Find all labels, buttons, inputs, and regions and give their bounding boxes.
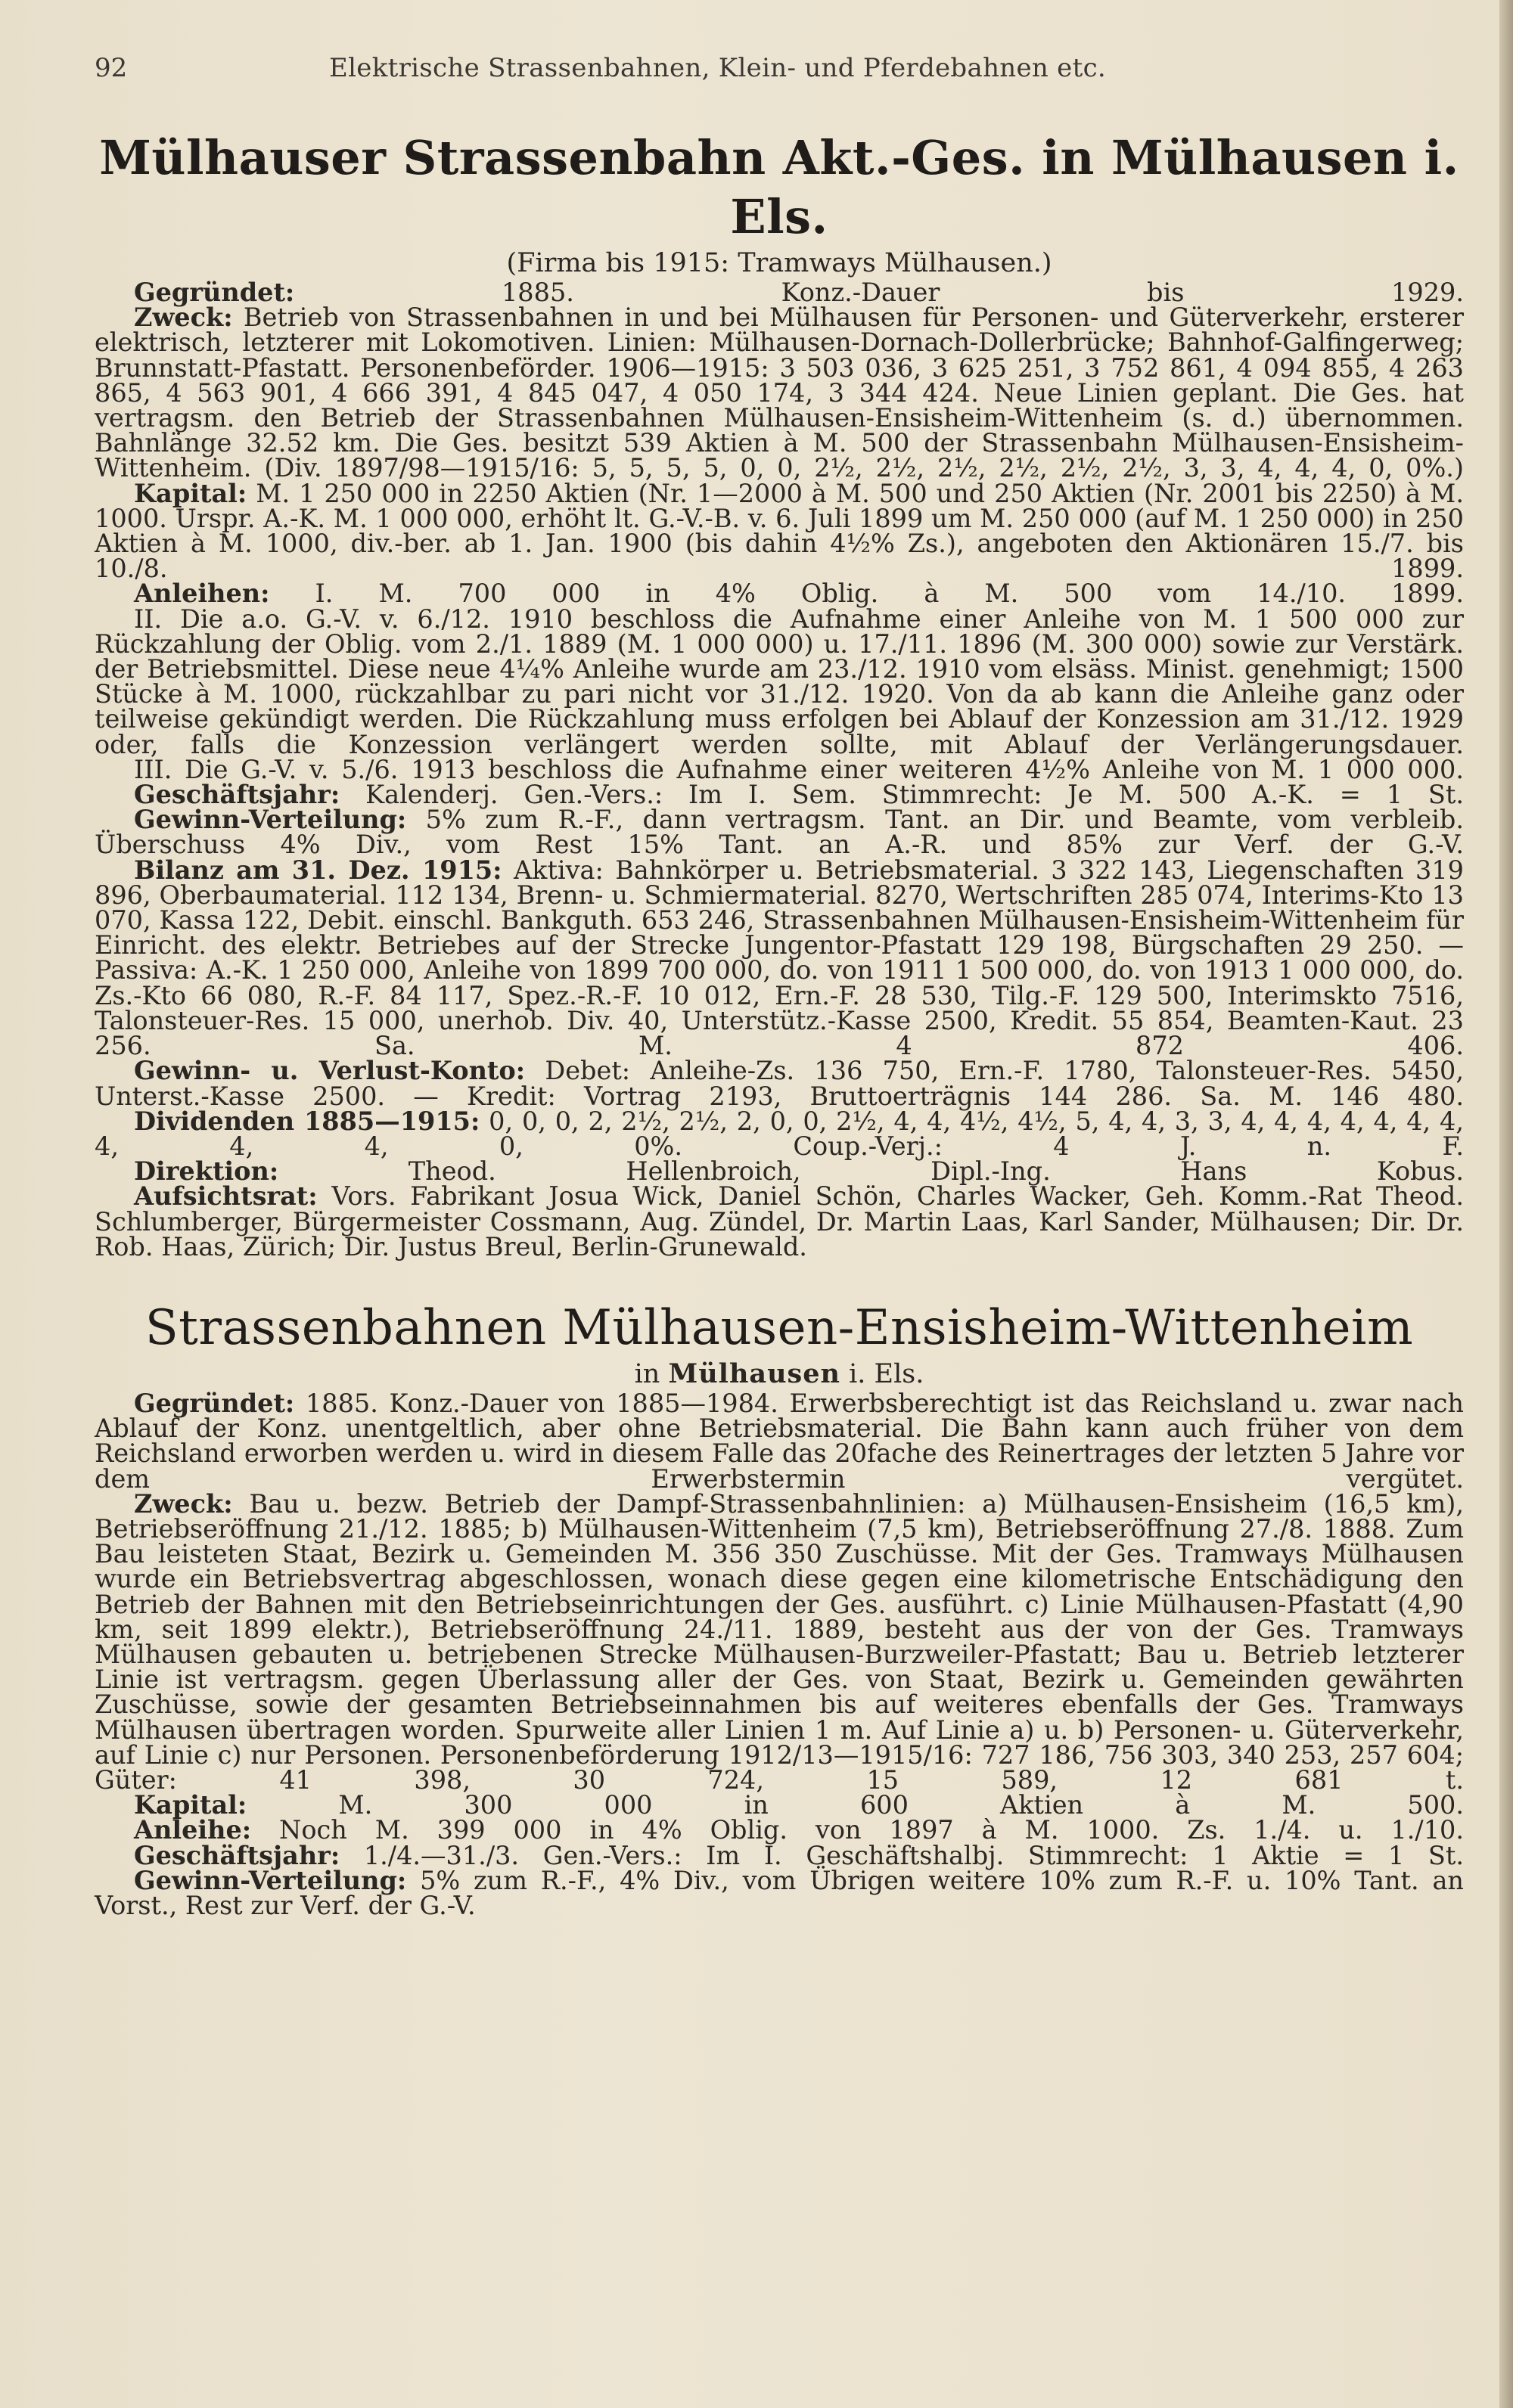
entry-label: Gewinn-Verteilung:	[134, 805, 407, 835]
entry-text: Aktiva: Bahnkörper u. Betriebsmaterial. 3 322 143, Liegenschaften 319 896, Oberbaumaterial. 112 134, Brenn- u. Schmiermaterial. 8270, Wertschriften 285 074, Interims-Kto 13 070, Kassa 122, Debit. einschl. Bankguth. 653 246, Strassenbahnen Mülhausen-Ensisheim-Wittenheim für Einricht. des elektr. Betriebes auf der Strecke Jungentor-Pfastatt 129 198, Bürgschaften 29 250. — Passiva: A.-K. 1 250 000, Anleihe von 1899 700 000, do. von 1911 1 500 000, do. von 1913 1 000 000, do. Zs.-Kto 66 080, R.-F. 84 117, Spez.-R.-F. 10 012, Ern.-F. 28 530, Tilg.-F. 129 500, Interimskto 7516, Talonsteuer-Res. 15 000, unerhob. Div. 40, Unterstütz.-Kasse 2500, Kredit. 55 854, Beamten-Kaut. 23 256. Sa. M. 4 872 406.	[95, 855, 1465, 1061]
entry-dividenden	[95, 1106, 1464, 1161]
entry-text: Vors. Fabrikant Josua Wick, Daniel Schön, Charles Wacker, Geh. Komm.-Rat Theod. Schlumberger, Bürgermeister Cossmann, Aug. Zündel, Dr. Martin Laas, Karl Sander, Mülhausen; Dir. Dr. Rob. Haas, Zürich; Dir. Justus Breul, Berlin-Grunewald.	[95, 1181, 1464, 1261]
entry-text: 0, 0, 0, 2, 2½, 2½, 2, 0, 0, 2½, 4, 4, 4½, 4½, 5, 4, 4, 3, 3, 4, 4, 4, 4, 4, 4, 4, 4, 4, 4, 0, 0%. Coup.-Verj.: 4 J. n. F.	[95, 1106, 1464, 1161]
entry-text: 5% zum R.-F., 4% Div., vom Übrigen weitere 10% zum R.-F. u. 10% Tant. an Vorst., Rest zur Verf. der G.-V.	[95, 1865, 1464, 1920]
entry-gewinn-verteilung	[95, 1865, 1464, 1920]
entry-label: Aufsichtsrat:	[134, 1181, 318, 1212]
entry-text: 1885. Konz.-Dauer von 1885—1984. Erwerbsberechtigt ist das Reichsland u. zwar nach Ablauf der Konz. unentgeltlich, aber ohne Betriebsmaterial. Die Bahn kann auch früher von dem Reichsland erworben werden u. wird in diesem Falle das 20fache des Reinertrages der letzten 5 Jahre vor dem Erwerbstermin vergütet.	[95, 1388, 1464, 1494]
running-head	[95, 53, 1464, 98]
section1-title: Mülhauser Strassenbahn Akt.-Ges. in Mülhausen i. Els.	[99, 130, 1459, 244]
entry-text: Bau u. bezw. Betrieb der Dampf-Strassenbahnlinien: a) Mülhausen-Ensisheim (16,5 km), Betriebseröffnung 21./12. 1885; b) Mülhausen-Wittenheim (7,5 km), Betriebseröffnung 27./8. 1888. Zum Bau leisteten Staat, Bezirk u. Gemeinden M. 356 350 Zuschüsse. Mit der Ges. Tramways Mülhausen wurde ein Betriebsvertrag abgeschlossen, wonach diese gegen eine kilometrische Entschädigung den Betrieb der Bahnen mit den Betriebseinrichtungen der Ges. ausführt. c) Linie Mülhausen-Pfastatt (4,90 km, seit 1899 elektr.), Betriebseröffnung 24./11. 1889, besteht aus der von der Ges. Tramways Mülhausen gebauten u. betriebenen Strecke Mülhausen-Burzweiler-Pfastatt; Bau u. Betrieb letzterer Linie ist vertragsm. gegen Überlassung aller der Ges. von Staat, Bezirk u. Gemeinden gewährten Zuschüsse, sowie der gesamten Betriebseinnahmen bis auf weiteres ebenfalls der Ges. Tramways Mülhausen übertragen worden. Spurweite aller Linien 1 m. Auf Linie a) u. b) Personen- u. Güterverkehr, auf Linie c) nur Personen. Personenbeförderung 1912/13—1915/16: 727 186, 756 303, 340 253, 257 604; Güter: 41 398, 30 724, 15 589, 12 681 t.	[95, 1488, 1464, 1795]
entry-zweck	[95, 303, 1464, 483]
entry-gewinn-verlust	[95, 1056, 1464, 1111]
entry-anleihe	[95, 1815, 1464, 1845]
section2-title: Strassenbahnen Mülhausen-Ensisheim-Wittenheim	[144, 1299, 1414, 1356]
entry-label: Zweck:	[134, 303, 233, 333]
entry-label: Dividenden 1885—1915:	[134, 1106, 480, 1136]
entry-anleihe-iii	[95, 754, 1464, 784]
entry-aufsichtsrat	[95, 1181, 1464, 1261]
entry-direktion	[95, 1156, 1464, 1187]
entry-text: III. Die G.-V. v. 5./6. 1913 beschloss die Aufnahme einer weiteren 4½% Anleihe von M. 1 000 000.	[134, 754, 1464, 784]
entry-label: Gegründet:	[134, 278, 295, 307]
page-content	[95, 53, 1464, 1918]
entry-label: Gegründet:	[134, 1388, 295, 1418]
subtitle-city: Mülhausen	[668, 1358, 840, 1389]
entry-kapital	[95, 1790, 1464, 1820]
entry-text: 1885. Konz.-Dauer bis 1929.	[294, 278, 1464, 307]
entry-label: Bilanz am 31. Dez. 1915:	[134, 855, 502, 885]
entry-zweck	[95, 1488, 1464, 1795]
page-edge	[1499, 0, 1513, 2408]
entry-bilanz	[95, 855, 1465, 1061]
section2-body	[95, 1388, 1464, 1920]
entry-label: Kapital:	[134, 1790, 247, 1820]
entry-label: Geschäftsjahr:	[134, 780, 340, 810]
entry-text: Debet: Anleihe-Zs. 136 750, Ern.-F. 1780, Talonsteuer-Res. 5450, Unterst.-Kasse 2500. — Kredit: Vortrag 2193, Bruttoerträgnis 144 286. Sa. M. 146 480.	[95, 1056, 1464, 1111]
entry-label: Kapital:	[134, 478, 247, 508]
entry-kapital	[95, 478, 1464, 584]
entry-text: 5% zum R.-F., dann vertragsm. Tant. an Dir. und Beamte, vom verbleib. Überschuss 4% Div., vom Rest 15% Tant. an A.-R. und 85% zur Verf. der G.-V.	[95, 805, 1464, 860]
section1-subtitle: (Firma bis 1915: Tramways Mülhausen.)	[506, 248, 1052, 278]
section2-subtitle	[95, 1358, 1464, 1391]
entry-label: Gewinn- u. Verlust-Konto:	[134, 1056, 526, 1086]
entry-text: Kalenderj. Gen.-Vers.: Im I. Sem. Stimmrecht: Je M. 500 A.-K. = 1 St.	[340, 780, 1464, 810]
entry-label: Gewinn-Verteilung:	[134, 1865, 407, 1895]
entry-label: Anleihe:	[134, 1815, 252, 1845]
subtitle-suffix: i. Els.	[840, 1358, 924, 1389]
entry-gegruendet	[95, 1388, 1464, 1494]
entry-text: M. 300 000 in 600 Aktien à M. 500.	[247, 1790, 1464, 1820]
entry-geschaeftsjahr	[95, 780, 1464, 810]
running-title: Elektrische Strassenbahnen, Klein- und Pferdebahnen etc.	[329, 53, 1107, 83]
entry-text: II. Die a.o. G.-V. v. 6./12. 1910 beschloss die Aufnahme einer Anleihe von M. 1 500 000 zur Rückzahlung der Oblig. vom 2./1. 1889 (M. 1 000 000) u. 17./11. 1896 (M. 300 000) sowie zur Verstärk. der Betriebsmittel. Diese neue 4¼% Anleihe wurde am 23./12. 1910 vom elsäss. Minist. genehmigt; 1500 Stücke à M. 1000, rückzahlbar zu pari nicht vor 31./12. 1920. Von da ab kann die Anleihe ganz oder teilweise gekündigt werden. Die Rückzahlung muss erfolgen bei Ablauf der Konzession am 31./12. 1929 oder, falls die Konzession verlängert werden sollte, mit Ablauf der Verlängerungsdauer.	[95, 604, 1464, 759]
page-number: 92	[95, 53, 128, 83]
entry-text: 1./4.—31./3. Gen.-Vers.: Im I. Geschäftshalbj. Stimmrecht: 1 Aktie = 1 St.	[340, 1840, 1464, 1870]
entry-label: Anleihen:	[134, 579, 270, 609]
entry-text: Theod. Hellenbroich, Dipl.-Ing. Hans Kobus.	[278, 1156, 1464, 1187]
entry-text: Noch M. 399 000 in 4% Oblig. von 1897 à M. 1000. Zs. 1./4. u. 1./10.	[251, 1815, 1464, 1845]
entry-label: Zweck:	[134, 1488, 233, 1519]
entry-text: M. 1 250 000 in 2250 Aktien (Nr. 1—2000 à M. 500 und 250 Aktien (Nr. 2001 bis 2250) à M. 1000. Urspr. A.-K. M. 1 000 000, erhöht lt. G.-V.-B. v. 6. Juli 1899 um M. 250 000 (auf M. 1 250 000) in 250 Aktien à M. 1000, div.-ber. ab 1. Jan. 1900 (bis dahin 4½% Zs.), angeboten den Aktionären 15./7. bis 10./8. 1899.	[95, 478, 1464, 584]
entry-anleihe-ii	[95, 604, 1464, 759]
entry-gegruendet	[95, 280, 1464, 305]
entry-text: Betrieb von Strassenbahnen in und bei Mülhausen für Personen- und Güterverkehr, ersterer elektrisch, letzterer mit Lokomotiven. Linien: Mülhausen-Dornach-Dollerbrücke; Bahnhof-Galfingerweg; Brunnstatt-Pfastatt. Personenbeförder. 1906—1915: 3 503 036, 3 625 251, 3 752 861, 4 094 855, 4 263 865, 4 563 901, 4 666 391, 4 845 047, 4 050 174, 3 344 424. Neue Linien geplant. Die Ges. hat vertragsm. den Betrieb der Strassenbahnen Mülhausen-Ensisheim-Wittenheim (s. d.) übernommen. Bahnlänge 32.52 km. Die Ges. besitzt 539 Aktien à M. 500 der Strassenbahn Mülhausen-Ensisheim-Wittenheim. (Div. 1897/98—1915/16: 5, 5, 5, 5, 0, 0, 2½, 2½, 2½, 2½, 2½, 2½, 3, 3, 4, 4, 4, 0, 0%.)	[95, 303, 1464, 483]
entry-geschaeftsjahr	[95, 1840, 1464, 1870]
entry-anleihen	[95, 579, 1464, 609]
entry-text: I. M. 700 000 in 4% Oblig. à M. 500 vom 14./10. 1899.	[269, 579, 1464, 609]
entry-label: Geschäftsjahr:	[134, 1840, 340, 1870]
subtitle-prefix: in	[634, 1358, 669, 1389]
section1-body	[95, 280, 1464, 1259]
entry-gewinn-verteilung	[95, 805, 1464, 860]
entry-label: Direktion:	[134, 1156, 279, 1187]
